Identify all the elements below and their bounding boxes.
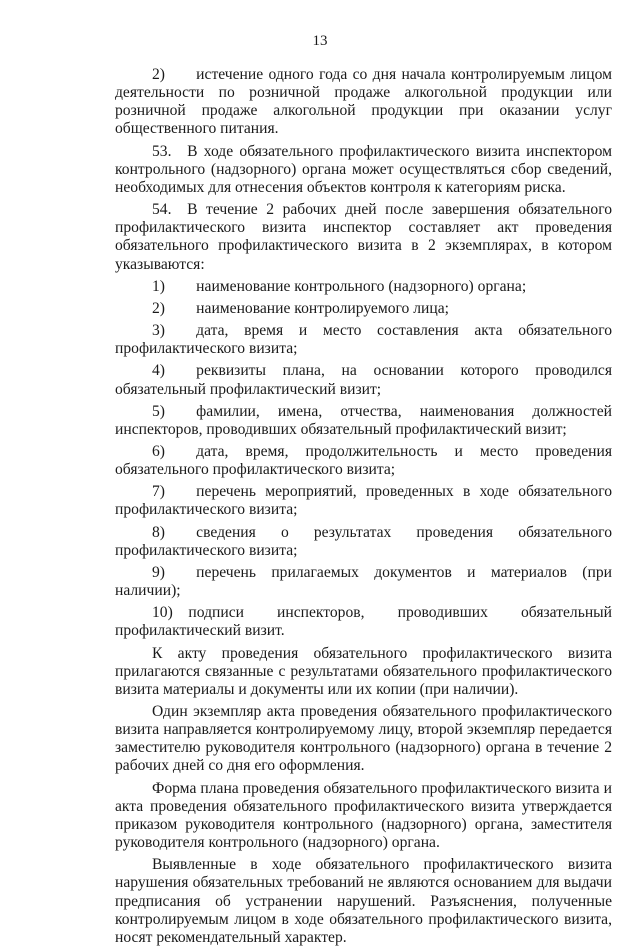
list-item-10: 10) подписи инспекторов, проводивших обязательный профилактический визит.: [115, 604, 612, 640]
paragraph-53: 53. В ходе обязательного профилактического визита инспектором контрольного (надзорного) органа может осуществляться сбор сведений, необходимых для отнесения объектов контроля к категориям риска.: [115, 142, 612, 196]
list-item-6: 6) дата, время, продолжительность и место проведения обязательного профилактического визита;: [115, 442, 612, 479]
list-item-5: 5) фамилии, имена, отчества, наименования должностей инспекторов, проводивших обязательный профилактический визит;: [115, 402, 612, 438]
paragraph-violations: Выявленные в ходе обязательного профилактического визита нарушения обязательных требований не являются основанием для выдачи предписания об устранении нарушений. Разъяснения, полученные контролируемым лицом в ходе обязательного профилактического визита, носят рекомендательный характер.: [115, 856, 612, 946]
paragraph-form-approval: Форма плана проведения обязательного профилактического визита и акта проведения обязательного профилактического визита утверждается приказом руководителя контрольного (надзорного) органа, заместителя руководителя контрольного (надзорного) органа.: [115, 779, 612, 852]
list-item-1: 1) наименование контрольного (надзорного) органа;: [152, 277, 527, 295]
page-number: 13: [312, 33, 328, 49]
list-item-4: 4) реквизиты плана, на основании которого проводился обязательный профилактический визит;: [115, 362, 612, 398]
list-item-3: 3) дата, время и место составления акта обязательного профилактического визита;: [115, 322, 612, 358]
list-item-7: 7) перечень мероприятий, проведенных в ходе обязательного профилактического визита;: [115, 483, 612, 519]
list-item-2: 2) наименование контролируемого лица;: [152, 299, 449, 317]
paragraph-copies: Один экземпляр акта проведения обязательного профилактического визита направляется контролируемому лицу, второй экземпляр передается заместителю руководителя контрольного (надзорного) органа в течение 2 рабочих дней со дня его оформления.: [115, 703, 612, 775]
list-item-8: 8) сведения о результатах проведения обязательного профилактического визита;: [115, 523, 612, 559]
paragraph-item-2-term: 2) истечение одного года со дня начала контролируемым лицом деятельности по розничной продаже алкогольной продукции или розничной продаже алкогольной продукции при оказании услуг общественного питания.: [115, 66, 612, 138]
paragraph-attachments: К акту проведения обязательного профилактического визита прилагаются связанные с результатами обязательного профилактического визита материалы и документы или их копии (при наличии).: [115, 644, 612, 698]
list-item-9: 9) перечень прилагаемых документов и материалов (при наличии);: [115, 563, 612, 600]
paragraph-54: 54. В течение 2 рабочих дней после завершения обязательного профилактического визита инспектор составляет акт проведения обязательного профилактического визита в 2 экземплярах, в котором указываются:: [115, 201, 612, 273]
document-body: [115, 66, 612, 947]
